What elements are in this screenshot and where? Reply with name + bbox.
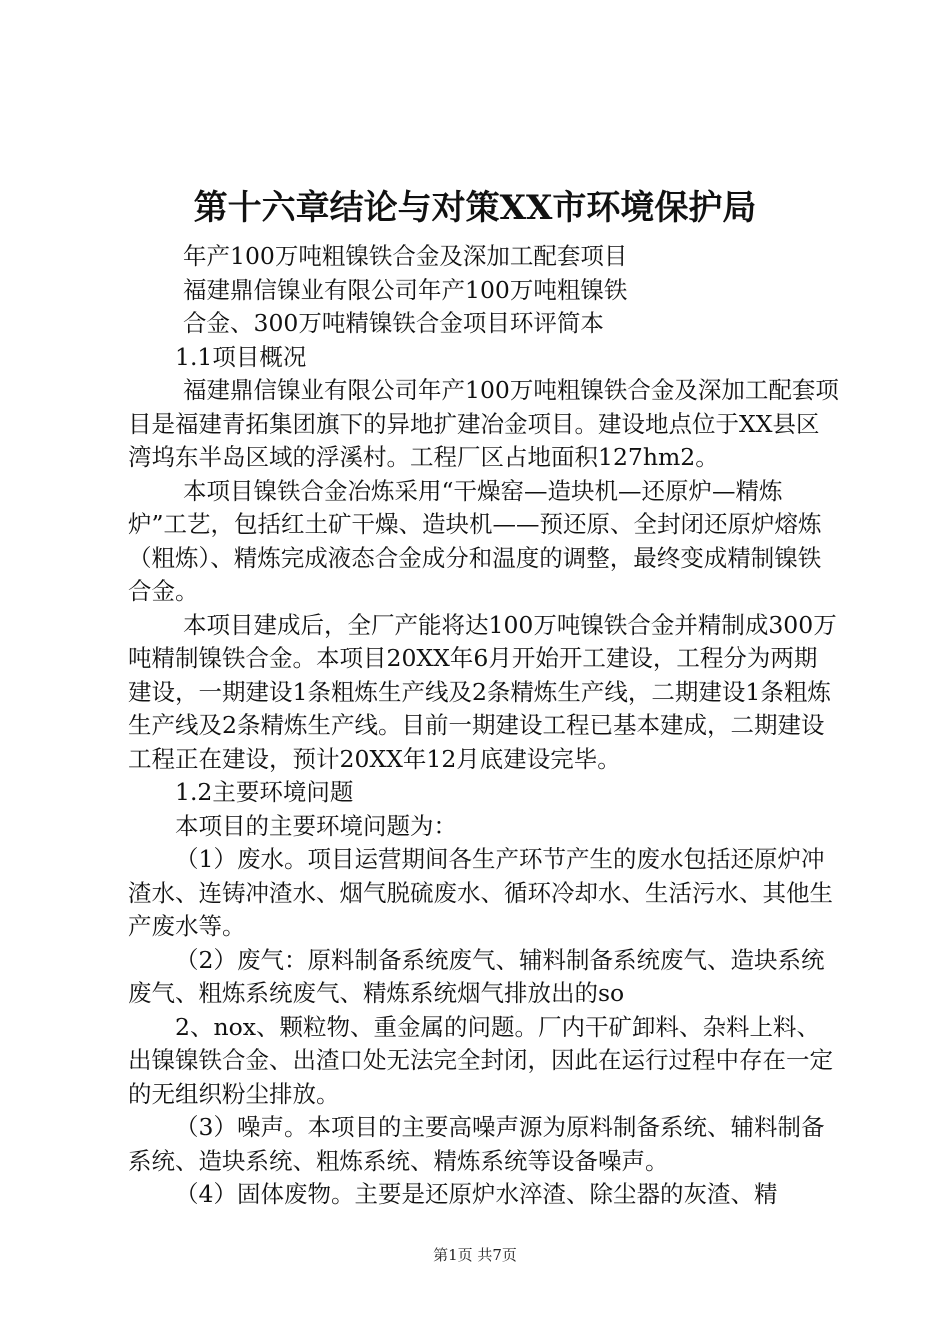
issue-item: （1）废水。项目运营期间各生产环节产生的废水包括还原炉冲渣水、连铸冲渣水、烟气脱硫废水、循环冷却水、生活污水、其他生产废水等。: [128, 845, 833, 940]
paragraph: 本项目建成后，全厂产能将达100万吨镍铁合金并精制成300万吨精制镍铁合金。本项目20XX年6月开始开工建设，工程分为两期建设，一期建设1条粗炼生产线及2条精炼生产线，二期建设1条粗炼生产线及2条精炼生产线。目前一期建设工程已基本建成，二期建设工程正在建设，预计20XX年12月底建设完毕。: [128, 610, 837, 773]
page-footer: 第1页 共7页: [433, 1246, 517, 1264]
issue-item: 2、nox、颗粒物、重金属的问题。厂内干矿卸料、杂料上料、出镍镍铁合金、出渣口处无法完全封闭，因此在运行过程中存在一定的无组织粉尘排放。: [128, 1012, 833, 1108]
document-title: 第十六章结论与对策XX市环境保护局: [193, 188, 757, 228]
paragraph: 本项目镍铁合金冶炼采用“干燥窑—造块机—还原炉—精炼炉”工艺，包括红土矿干燥、造块机——预还原、全封闭还原炉熔炼（粗炼）、精炼完成液态合金成分和温度的调整，最终变成精制镍铁合金。: [128, 476, 822, 605]
subtitle-line: 年产100万吨粗镍铁合金及深加工配套项目: [183, 242, 628, 270]
section-heading-1-2: 1.2主要环境问题: [175, 778, 354, 806]
issue-item: （3）噪声。本项目的主要高噪声源为原料制备系统、辅料制备系统、造块系统、粗炼系统、精炼系统等设备噪声。: [128, 1113, 825, 1175]
section-heading-1-1: 1.1项目概况: [175, 342, 307, 371]
issue-item: （4）固体废物。主要是还原炉水淬渣、除尘器的灰渣、精: [175, 1180, 778, 1208]
document-body: [128, 240, 840, 1212]
paragraph: 本项目的主要环境问题为：: [175, 811, 457, 840]
paragraph: 福建鼎信镍业有限公司年产100万吨粗镍铁合金及深加工配套项目是福建青拓集团旗下的异地扩建冶金项目。建设地点位于XX县区湾坞东半岛区域的浮溪村。工程厂区占地面积127hm2。: [128, 376, 839, 471]
subtitle-line: 合金、300万吨精镍铁合金项目环评简本: [183, 309, 604, 337]
subtitle-line: 福建鼎信镍业有限公司年产100万吨粗镍铁: [183, 275, 628, 304]
issue-item: （2）废气：原料制备系统废气、辅料制备系统废气、造块系统废气、粗炼系统废气、精炼系统烟气排放出的so: [128, 945, 825, 1007]
